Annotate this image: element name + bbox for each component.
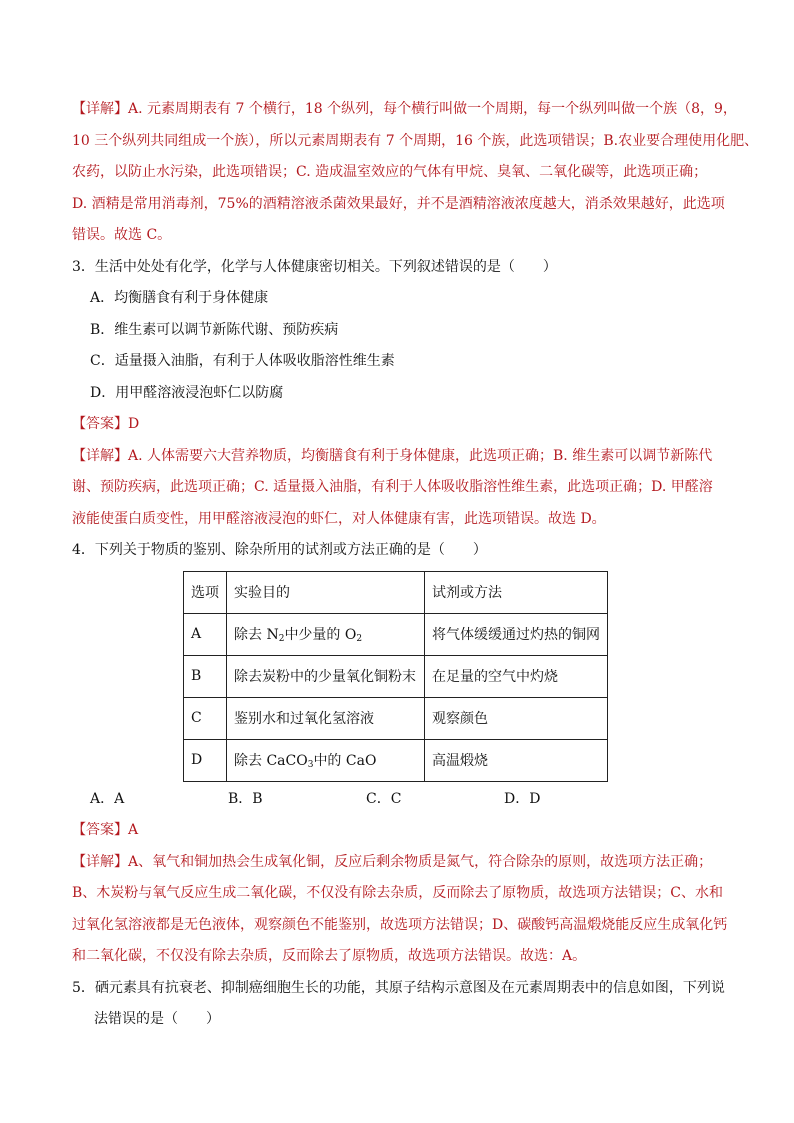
answer: 【答案】A <box>72 822 139 838</box>
table-cell: A <box>184 613 227 655</box>
detail-line: 【详解】A. 元素周期表有 7 个横行，18 个纵列，每个横行叫做一个周期，每一个纵列叫做一个族（8，9， <box>72 101 737 117</box>
table-cell: 高温煅烧 <box>425 739 608 781</box>
option-c: C．适量摄入油脂，有利于人体吸收脂溶性维生素 <box>90 353 395 369</box>
detail-line: 谢、预防疾病，此选项正确；C. 适量摄入油脂，有利于人体吸收脂溶性维生素，此选项正确；D. 甲醛溶 <box>72 479 713 495</box>
table-cell: 观察颜色 <box>425 697 608 739</box>
detail-line: D. 酒精是常用消毒剂，75%的酒精溶液杀菌效果最好，并不是酒精溶液浓度越大，消杀效果越好，此选项 <box>72 195 725 212</box>
detail-line: 农药，以防止水污染，此选项错误；C. 造成温室效应的气体有甲烷、臭氧、二氧化碳等，此选项正确； <box>72 164 708 180</box>
detail-line: 和二氧化碳，不仅没有除去杂质，反而除去了原物质，故选项方法错误。故选：A。 <box>72 948 587 964</box>
answer: 【答案】D <box>72 416 140 432</box>
table-cell: C <box>184 697 227 739</box>
detail-line: 液能使蛋白质变性，用甲醛溶液浸泡的虾仁，对人体健康有害，此选项错误。故选 D。 <box>72 510 606 527</box>
detail-line: 过氧化氢溶液都是无色液体，观察颜色不能鉴别，故选项方法错误；D、碳酸钙高温煅烧能反应生成氧化钙 <box>72 916 728 933</box>
question-3 <box>72 252 722 536</box>
table-cell: 在足量的空气中灼烧 <box>425 655 608 697</box>
option-b: B．B <box>228 790 263 807</box>
header-cell: 实验目的 <box>227 571 425 613</box>
detail-line: B、木炭粉与氧气反应生成二氧化碳，不仅没有除去杂质，反而除去了原物质，故选项方法错误；C、水和 <box>72 885 723 901</box>
option-d: D．D <box>504 790 541 807</box>
option-a: A．均衡膳食有利于身体健康 <box>90 290 269 306</box>
table-header-row <box>184 571 608 613</box>
question-4 <box>72 535 728 973</box>
option-a: A．A <box>90 790 125 807</box>
options-table <box>183 571 608 782</box>
option-b: B．维生素可以调节新陈代谢、预防疾病 <box>90 321 339 338</box>
table-cell: D <box>184 739 227 781</box>
table-cell: 除去 $N_2$中少量的 $O_2$ <box>227 613 425 655</box>
table-cell: 将气体缓缓通过灼热的铜网 <box>425 613 608 655</box>
option-c: C．C <box>366 790 402 807</box>
table-row <box>184 655 608 697</box>
table-row <box>184 613 608 655</box>
table-cell: 鉴别水和过氧化氢溶液 <box>227 697 425 739</box>
question-stem: 法错误的是（ ） <box>94 1011 220 1027</box>
detail-line: 错误。故选 C。 <box>72 227 172 243</box>
question-stem: 4．下列关于物质的鉴别、除杂所用的试剂或方法正确的是（ ） <box>72 542 487 558</box>
detail-line: 10 三个纵列共同组成一个族），所以元素周期表有 7 个周期，16 个族，此选项错误；B.农业要合理使用化肥、 <box>72 132 759 149</box>
question-stem: 3．生活中处处有化学，化学与人体健康密切相关。下列叙述错误的是（ ） <box>72 258 557 275</box>
option-row <box>72 784 722 816</box>
table-cell: B <box>184 655 227 697</box>
detail-line: 【详解】A、氧气和铜加热会生成氧化铜，反应后剩余物质是氮气，符合除杂的原则，故选项方法正确； <box>72 853 713 870</box>
detail-line: 【详解】A. 人体需要六大营养物质，均衡膳食有利于身体健康，此选项正确；B. 维生素可以调节新陈代 <box>72 447 713 464</box>
q2-detail <box>72 94 759 252</box>
header-cell: 试剂或方法 <box>425 571 608 613</box>
option-d: D．用甲醛溶液浸泡虾仁以防腐 <box>90 384 284 401</box>
header-cell: 选项 <box>184 571 227 613</box>
document-page <box>72 94 759 1036</box>
table-cell: 除去 CaCO$_3$中的 CaO <box>227 739 425 781</box>
table-row <box>184 739 608 781</box>
table-row <box>184 697 608 739</box>
question-5 <box>72 973 725 1036</box>
question-stem: 5．硒元素具有抗衰老、抑制癌细胞生长的功能，其原子结构示意图及在元素周期表中的信息如图，下列说 <box>72 979 725 996</box>
table-cell: 除去炭粉中的少量氧化铜粉末 <box>227 655 425 697</box>
